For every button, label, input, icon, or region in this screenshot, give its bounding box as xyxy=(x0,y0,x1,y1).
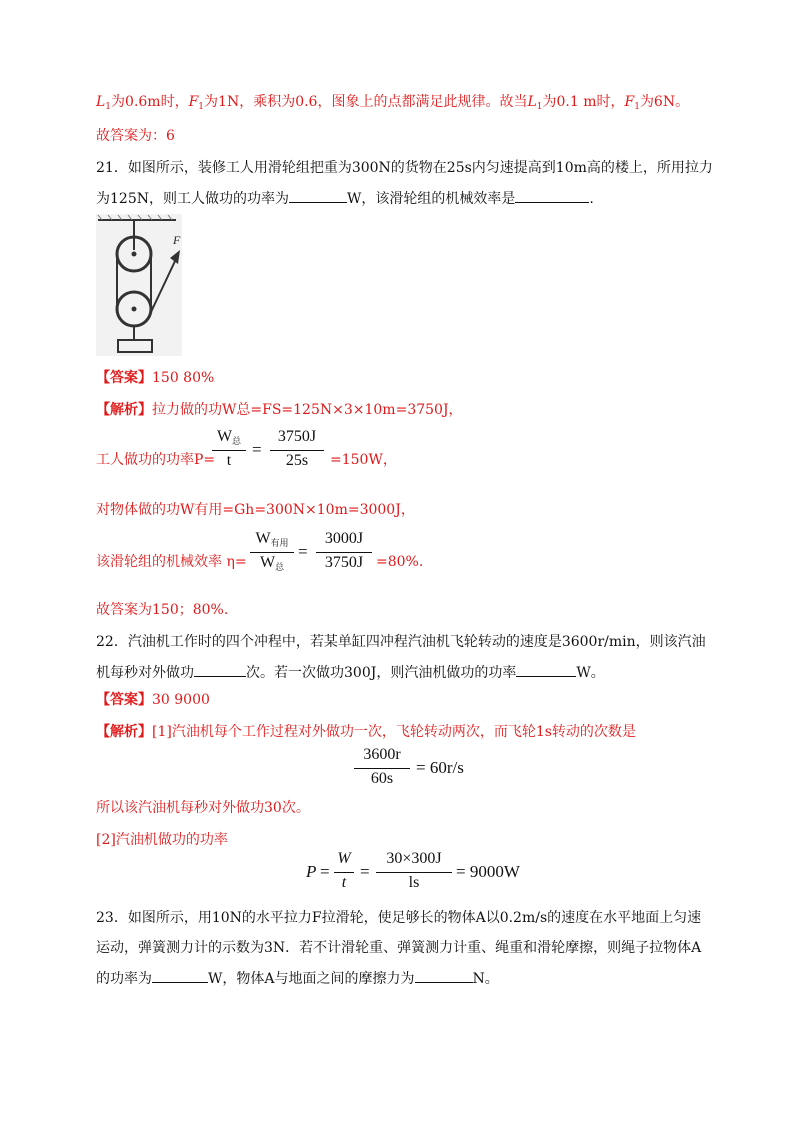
q21-analysis-1: 【解析】拉力做的功W总=FS=125N×3×10m=3750J， xyxy=(96,402,463,418)
intro-line: $L_1$为0.6m时，$F_1$为1N，乘积为0.6，图象上的点都满足此规律。故当$L_1$为0.1 m时，$F_1$为6N。 xyxy=(96,94,690,112)
force-label: F xyxy=(173,233,181,247)
efficiency-result: =80%. xyxy=(376,554,424,570)
power-fraction-2: 3750J 25s xyxy=(270,428,324,472)
q21-final: 故答案为150；80%. xyxy=(96,602,229,618)
power-fraction-values: 30×300J ls xyxy=(376,850,452,896)
pulley-diagram xyxy=(96,214,186,356)
q22-analysis-3: [2]汽油机做功的功率 xyxy=(96,832,228,848)
q23-line2: 运动，弹簧测力计的示数为3N．若不计滑轮重、弹簧测力计重、绳重和滑轮摩擦，则绳子拉物体A xyxy=(96,940,702,956)
rotation-fraction: 3600r 60s xyxy=(354,746,410,792)
q21-line1: 21．如图所示，装修工人用滑轮组把重为300N的货物在25s内匀速提高到10m高的楼上，所用拉力 xyxy=(96,160,713,176)
q23-line3: 的功率为 W，物体A与地面之间的摩擦力为 N。 xyxy=(96,968,499,989)
power-result-9000: = 9000W xyxy=(456,862,520,881)
q23-blank-friction[interactable] xyxy=(415,968,473,983)
q21-answer: 【答案】150 80% xyxy=(96,370,215,386)
efficiency-label: 该滑轮组的机械效率 η= xyxy=(96,554,247,570)
power-symbol: P xyxy=(306,862,317,881)
q23-blank-power[interactable] xyxy=(152,968,208,983)
q22-blank-power[interactable] xyxy=(516,662,576,677)
rotation-result: = 60r/s xyxy=(416,758,464,777)
f1-symbol: F xyxy=(188,94,199,110)
q22-line1: 22．汽油机工作时的四个冲程中，若某单缸四冲程汽油机飞轮转动的速度是3600r/min，则该汽油 xyxy=(96,634,706,650)
intro-answer: 故答案为：6 xyxy=(96,128,175,144)
q21-blank-efficiency[interactable] xyxy=(515,188,589,203)
efficiency-fraction-1: $W_{有用}$ $W_总$ xyxy=(250,530,294,576)
power-fraction-wt: W t xyxy=(334,850,354,896)
pulley-figure xyxy=(96,214,181,356)
q22-analysis-1: 【解析】[1]汽油机每个工作过程对外做功一次，飞轮转动两次，而飞轮1s转动的次数是 xyxy=(96,724,636,740)
q21-line2: 为125N，则工人做功的功率为 W，该滑轮组的机械效率是 . xyxy=(96,188,594,209)
q22-blank-count[interactable] xyxy=(194,662,246,677)
q23-line1: 23．如图所示，用10N的水平拉力F拉滑轮，使足够长的物体A以0.2m/s的速度在水平地面上匀速 xyxy=(96,910,702,926)
q21-analysis-2: 对物体做的功W有用=Gh=300N×10m=3000J， xyxy=(96,502,415,518)
efficiency-fraction-2: 3000J 3750J xyxy=(316,530,372,576)
q21-blank-power[interactable] xyxy=(289,188,347,203)
power-result: =150W， xyxy=(330,452,397,468)
q22-analysis-2: 所以该汽油机每秒对外做功30次。 xyxy=(96,800,310,816)
l1-symbol: L xyxy=(96,94,106,110)
power-fraction-1: $W_总$ t xyxy=(212,428,246,472)
q22-line2: 机每秒对外做功 次。若一次做功300J，则汽油机做功的功率 W。 xyxy=(96,662,605,683)
q22-answer: 【答案】30 9000 xyxy=(96,692,210,708)
power-label: 工人做功的功率P= xyxy=(96,452,216,468)
